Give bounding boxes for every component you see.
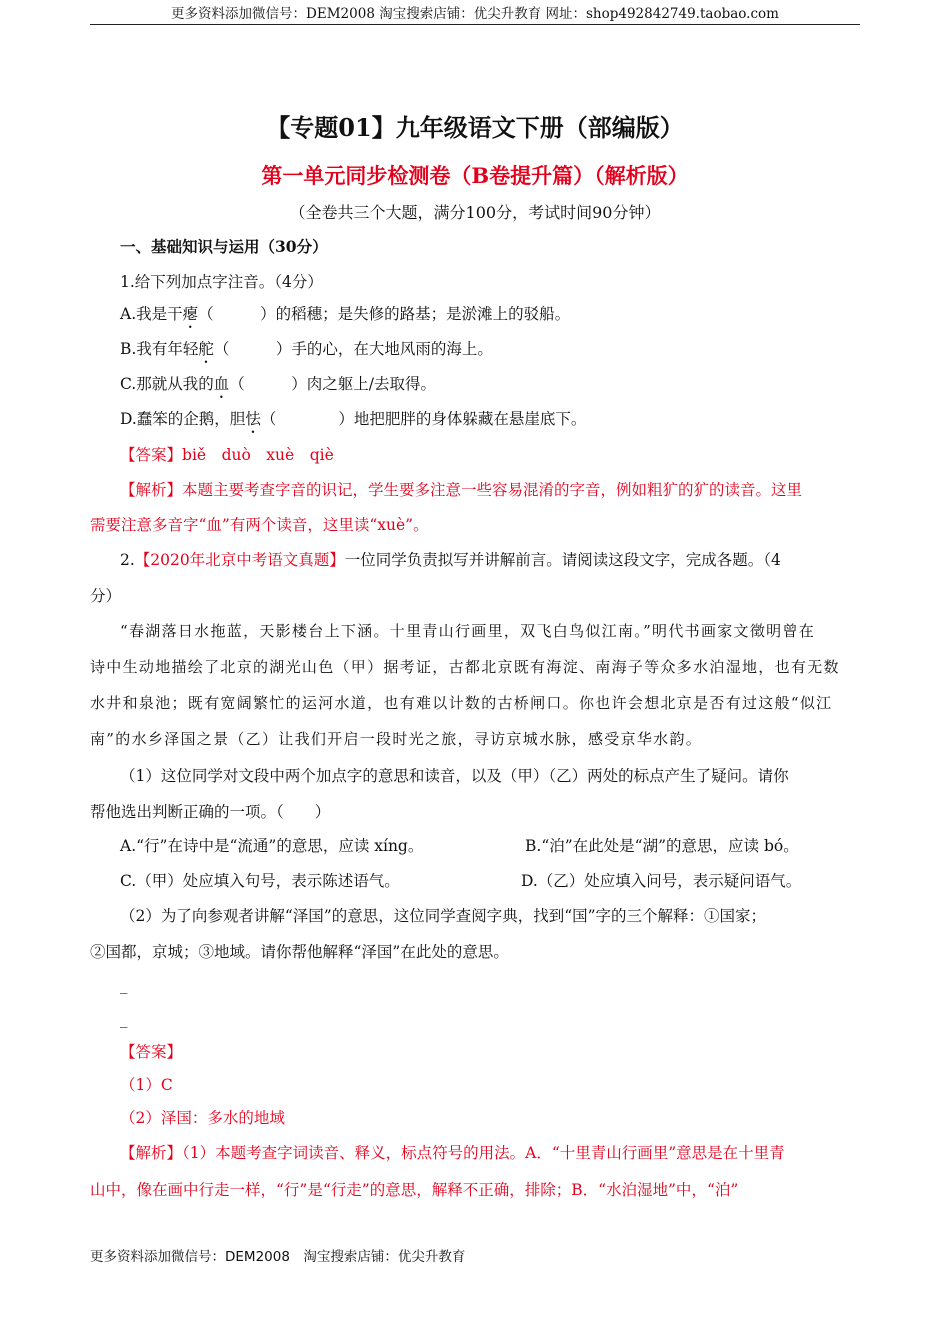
q2-sub2-line1: （2）为了向参观者讲解“泽国”的意思，这位同学查阅字典，找到“国”字的三个解释：①国家；	[120, 907, 767, 925]
answer-label: 【答案】	[120, 446, 183, 464]
q2-stem-line2: 分）	[90, 587, 122, 605]
q2-sub1-line1: （1）这位同学对文段中两个加点字的意思和读音，以及（甲）（乙）两处的标点产生了疑问。请你	[120, 767, 789, 785]
q2-number: 2.	[120, 551, 135, 569]
q2-sub2-line2: ②国都，京城；③地域。请你帮他解释“泽国”在此处的意思。	[90, 943, 509, 961]
q2-answer-label: 【答案】	[120, 1043, 183, 1061]
q2-analysis-line1	[120, 1141, 785, 1163]
exam-note: （全卷共三个大题，满分100分，考试时间90分钟）	[289, 203, 661, 222]
document-subtitle: 第一单元同步检测卷（B卷提升篇）（解析版）	[261, 163, 689, 188]
q1-b-text: B.我有年轻	[120, 340, 199, 358]
q2-option-a: A.“行”在诗中是“流通”的意思，应读 xíng。	[120, 837, 424, 855]
q1-analysis-line1	[120, 478, 802, 500]
q1-option-c	[120, 372, 436, 402]
q2-analysis-text1: （1）本题考查字词读音、释义，标点符号的用法。A．“十里青山行画里”意思是在十里青	[182, 1144, 785, 1162]
q1-stem: 1.给下列加点字注音。（4分）	[120, 273, 323, 291]
analysis-label: 【解析】	[120, 481, 183, 499]
q2-stem-line1	[120, 548, 781, 570]
q1-a-rest: （ ）的稻穗；是失修的路基；是淤滩上的驳船。	[198, 305, 571, 323]
answer-blank-2: _	[120, 1010, 128, 1028]
q1-d-text: D.蠢笨的企鹅，胆	[120, 410, 246, 428]
passage-line1: “春湖落日水拖蓝，天影楼台上下涵。十里青山行画里，双飞白鸟似江南。”明代书画家文徵明曾在	[120, 622, 816, 640]
q1-d-rest: （ ）地把肥胖的身体躲藏在悬崖底下。	[260, 410, 587, 428]
page-header: 更多资料添加微信号：DEM2008 淘宝搜索店铺：优尖升教育 网址：shop492842749.taobao.com	[171, 6, 779, 22]
q2-option-b: B.“泊”在此处是“湖”的意思，应读 bó。	[525, 837, 799, 855]
q1-b-dotted-char: 舵	[198, 340, 214, 358]
q2-sub1-line2: 帮他选出判断正确的一项。（ ）	[90, 803, 331, 821]
q1-b-rest: （ ）手的心，在大地风雨的海上。	[213, 340, 493, 358]
q1-option-d	[120, 407, 586, 437]
page-footer: 更多资料添加微信号：DEM2008 淘宝搜索店铺：优尖升教育	[90, 1249, 466, 1265]
q1-a-dotted-char: 瘪	[182, 305, 199, 323]
q1-analysis-line2: 需要注意多音字“血”有两个读音，这里读“xuè”。	[90, 516, 429, 534]
q2-stem-text: 一位同学负责拟写并讲解前言。请阅读这段文字，完成各题。（4	[344, 551, 781, 569]
q1-option-a	[120, 302, 570, 332]
q1-d-dotted-char: 怯	[245, 410, 261, 428]
passage-line4: 南”的水乡泽国之景（乙）让我们开启一段时光之旅，寻访京城水脉，感受京华水韵。	[90, 730, 703, 748]
header-divider	[90, 24, 860, 25]
q1-option-b	[120, 337, 493, 367]
q1-a-text: A.我是干	[120, 305, 183, 323]
q2-answer-2: （2）泽国：多水的地域	[120, 1109, 285, 1127]
q1-answer-text: biě duò xuè qiè	[182, 446, 334, 464]
q1-c-text: C.那就从我的	[120, 375, 214, 393]
passage-line2: 诗中生动地描绘了北京的湖光山色（甲）据考证，古都北京既有海淀、南海子等众多水泊湿地，也有无数	[90, 658, 840, 676]
q2-source-tag: 【2020年北京中考语文真题】	[134, 551, 345, 569]
q2-analysis-line2: 山中，像在画中行走一样，“行”是“行走”的意思，解释不正确，排除；B．“水泊湿地”中，“泊”	[90, 1181, 739, 1199]
analysis-label: 【解析】	[120, 1144, 183, 1162]
q1-answer	[120, 443, 334, 465]
q2-option-c: C.（甲）处应填入句号，表示陈述语气。	[120, 872, 400, 890]
q2-answer-1: （1）C	[120, 1076, 173, 1094]
q1-c-rest: （ ）肉之躯上/去取得。	[229, 375, 436, 393]
document-title: 【专题01】九年级语文下册（部编版）	[266, 113, 684, 142]
q1-analysis-text1: 本题主要考查字音的识记，学生要多注意一些容易混淆的字音，例如粗犷的犷的读音。这里	[182, 481, 803, 499]
section-heading: 一、基础知识与运用（30分）	[120, 237, 328, 256]
answer-blank-1: _	[120, 976, 128, 994]
q2-option-d: D.（乙）处应填入问号，表示疑问语气。	[521, 872, 802, 890]
passage-line3: 水井和泉池；既有宽阔繁忙的运河水道，也有难以计数的古桥闸口。你也许会想北京是否有过这般“似江	[90, 694, 833, 712]
q1-c-dotted-char: 血	[213, 375, 230, 393]
